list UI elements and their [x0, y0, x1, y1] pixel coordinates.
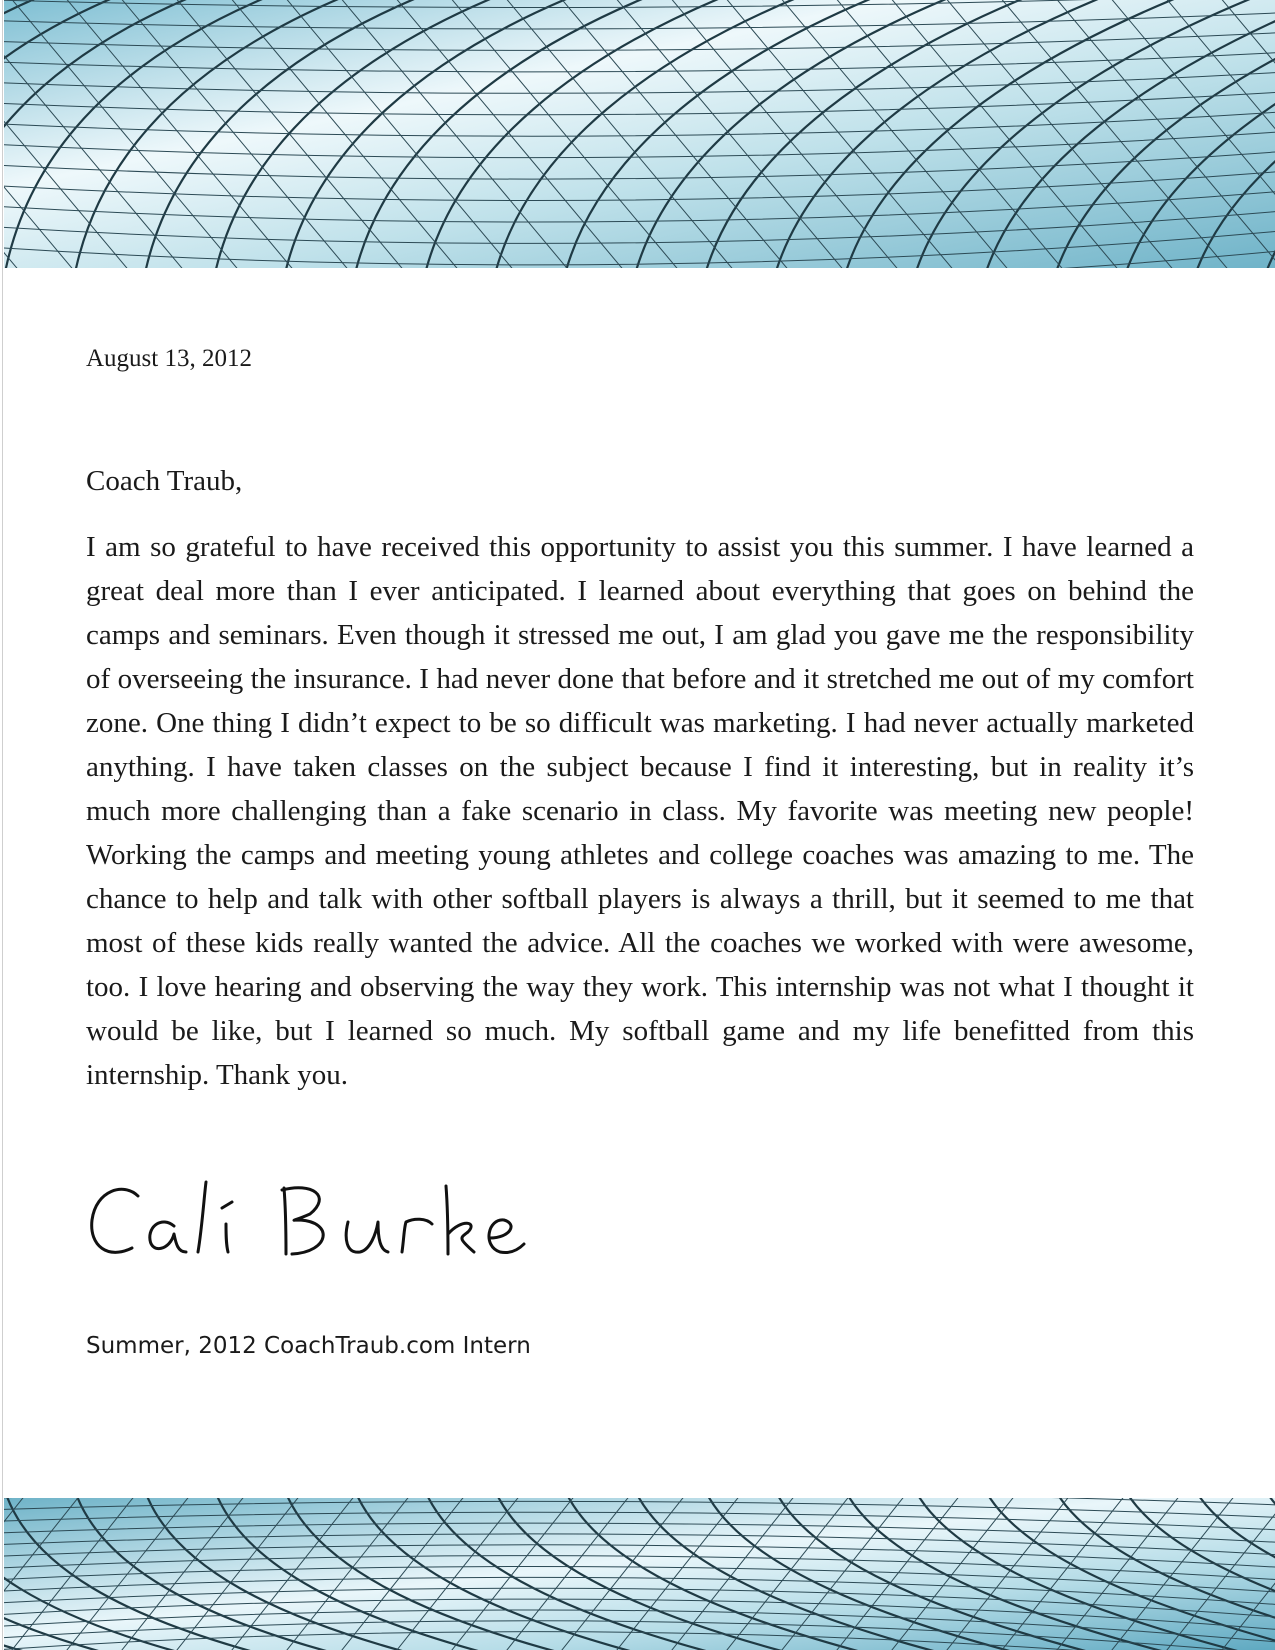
lattice-ceiling-bottom: [4, 1498, 1275, 1650]
top-banner-image: [4, 0, 1275, 268]
bottom-banner-image: [4, 1498, 1275, 1650]
lattice-ceiling-top: [4, 0, 1275, 268]
letter-date: August 13, 2012: [86, 345, 252, 372]
letter-body: I am so grateful to have received this opportunity to assist you this summer. I have learned a great deal more than I ever anticipated. I learned about everything that goes on behind the camps and seminars. Even though it stressed me out, I am glad you gave me the responsibility of overseeing the insurance. I had never done that before and it stretched me out of my comfort zone. One thing I didn’t expect to be so difficult was marketing. I had never actually marketed anything. I have taken classes on the subject because I find it interesting, but in reality it’s much more challenging than a fake scenario in class. My favorite was meeting new people! Working the camps and meeting young athletes and college coaches was amazing to me. The chance to help and talk with other softball players is always a thrill, but it seemed to me that most of these kids really wanted the advice. All the coaches we worked with were awesome, too. I love hearing and observing the way they work. This internship was not what I thought it would be like, but I learned so much. My softball game and my life benefitted from this internship. Thank you.: [86, 531, 1194, 1091]
letter-salutation: Coach Traub,: [86, 465, 243, 497]
intern-sign-off: Summer, 2012 CoachTraub.com Intern: [86, 1333, 531, 1359]
signature-drawing: [86, 1168, 556, 1278]
page-left-border: [2, 0, 3, 1650]
handwritten-signature: [86, 1168, 556, 1278]
